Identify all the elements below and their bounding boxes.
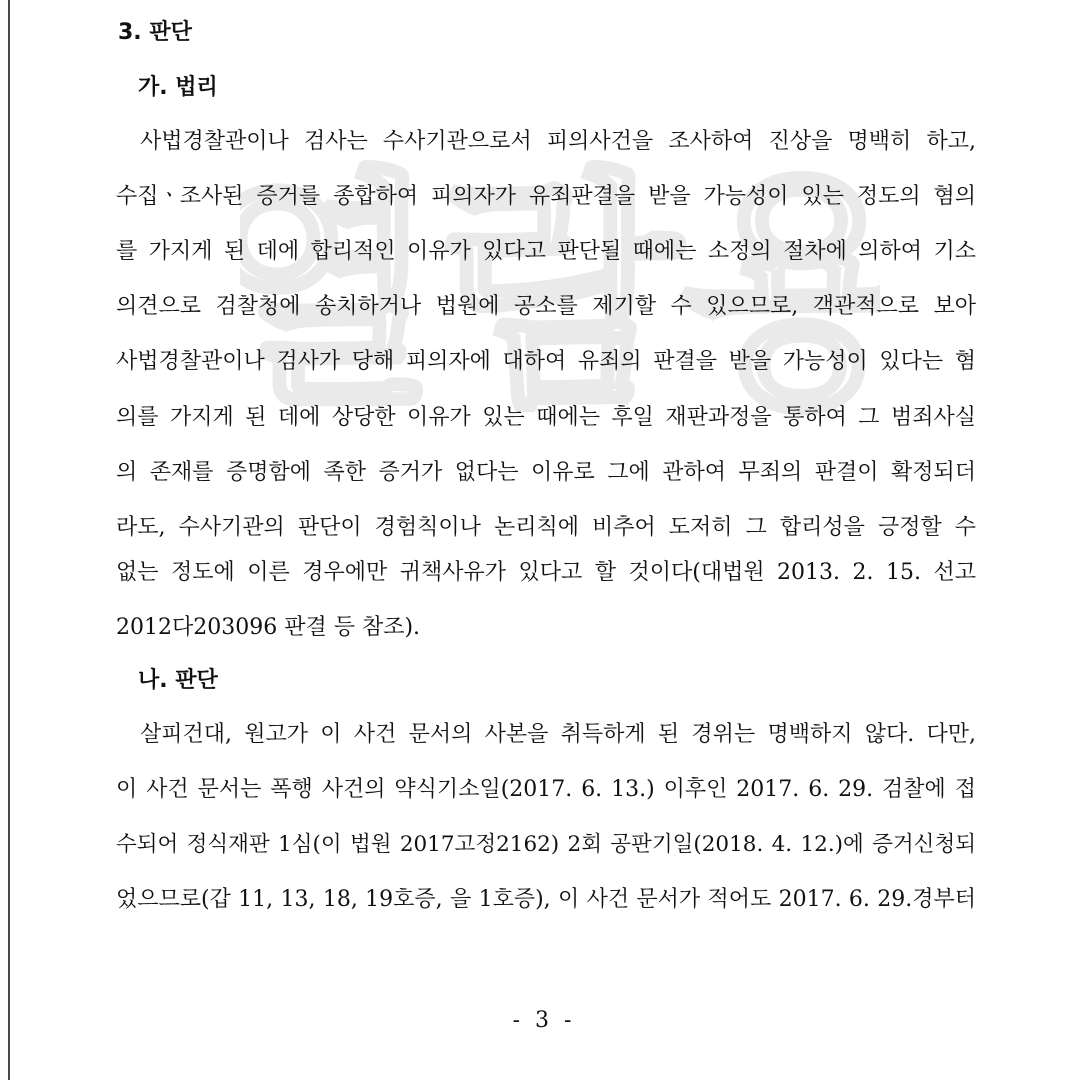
subsection-heading-legal-principle: 가. 법리 [138,75,218,100]
paragraph-line: 수집ㆍ조사된 증거를 종합하여 피의자가 유죄판결을 받을 가능성이 있는 정도의 혐의 [116,184,976,209]
paragraph-line: 었으므로(갑 11, 13, 18, 19호증, 을 1호증), 이 사건 문서가 적어도 2017. 6. 29.경부터 [116,887,976,912]
subsection-heading-judgment: 나. 판단 [138,668,218,693]
paragraph-line: 이 사건 문서는 폭행 사건의 약식기소일(2017. 6. 13.) 이후인 2017. 6. 29. 검찰에 접 [116,777,976,802]
watermark-text: 열람용 [240,148,880,439]
paragraph-line: 의 존재를 증명함에 족한 증거가 없다는 이유로 그에 관하여 무죄의 판결이 확정되더 [116,460,976,485]
paragraph-line: 라도, 수사기관의 판단이 경험칙이나 논리칙에 비추어 도저히 그 합리성을 긍정할 수 [116,515,976,540]
paragraph-line: 없는 정도에 이른 경우에만 귀책사유가 있다고 할 것이다(대법원 2013. 2. 15. 선고 [116,560,976,585]
page-number: - 3 - [512,1008,576,1033]
paragraph-line: 사법경찰관이나 검사는 수사기관으로서 피의사건을 조사하여 진상을 명백히 하고, [140,129,976,154]
paragraph-line: 살피건대, 원고가 이 사건 문서의 사본을 취득하게 된 경위는 명백하지 않다. 다만, [140,722,976,747]
paragraph-line: 2012다203096 판결 등 참조). [116,615,421,640]
paragraph-line: 의를 가지게 된 데에 상당한 이유가 있는 때에는 후일 재판과정을 통하여 그 범죄사실 [116,405,976,430]
paragraph-line: 의견으로 검찰청에 송치하거나 법원에 공소를 제기할 수 있으므로, 객관적으로 보아 [116,294,976,319]
section-heading: 3. 판단 [118,20,192,45]
page-left-border [8,0,10,1080]
paragraph-line: 사법경찰관이나 검사가 당해 피의자에 대하여 유죄의 판결을 받을 가능성이 있다는 혐 [116,349,976,374]
paragraph-line: 수되어 정식재판 1심(이 법원 2017고정2162) 2회 공판기일(2018. 4. 12.)에 증거신청되 [116,832,976,857]
paragraph-line: 를 가지게 된 데에 합리적인 이유가 있다고 판단될 때에는 소정의 절차에 의하여 기소 [116,239,976,264]
